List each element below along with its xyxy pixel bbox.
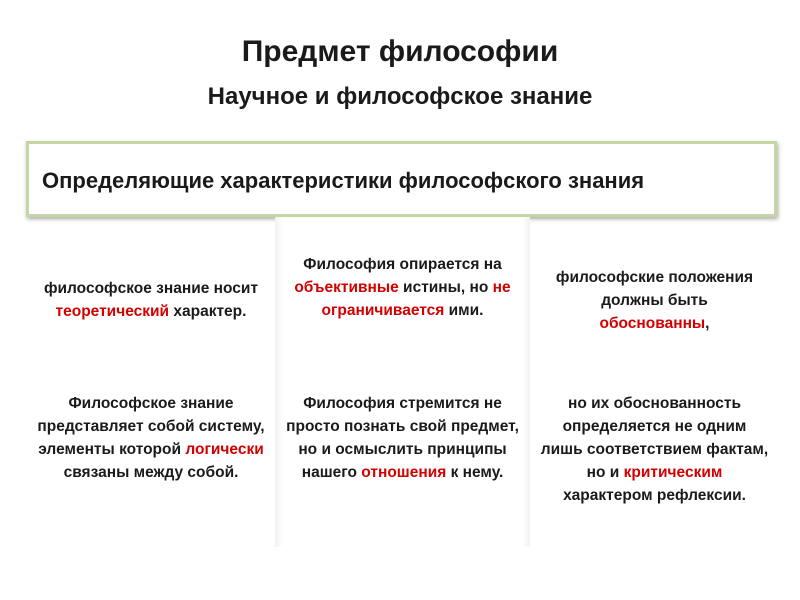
slide-subtitle: Научное и философское знание	[207, 83, 593, 110]
cell-text: Философия опирается на	[303, 255, 502, 273]
cell-text: характер.	[169, 303, 247, 320]
highlight-term: отношения	[361, 464, 447, 481]
characteristic-cell-r1c3	[530, 217, 779, 363]
cell-text: философские положения должны быть	[555, 268, 754, 309]
highlight-term: критическим	[623, 464, 723, 481]
highlight-term: не ограничивается	[321, 278, 511, 319]
characteristic-cell-r2c3	[530, 363, 779, 547]
cell-text: Философское знание представляет собой систему, элементы которой	[37, 395, 265, 458]
cell-text: связаны между собой.	[63, 464, 239, 481]
highlight-term: логически	[185, 441, 264, 458]
characteristic-cell-r2c2	[275, 363, 530, 547]
cell-text: истины, но	[398, 278, 493, 296]
cell-text: но их обоснованность определяется не одним лишь соответствием фактам, но и	[540, 395, 769, 481]
cell-text: Философия стремится не просто познать свой предмет, но и осмыслить принципы нашего	[286, 395, 519, 481]
cell-text: ими.	[444, 301, 484, 319]
cell-text: философское знание носит	[43, 280, 259, 297]
definition-box-text: Определяющие характеристики философского знания	[42, 168, 645, 193]
characteristics-grid	[27, 217, 779, 547]
definition-box	[26, 141, 777, 217]
highlight-term: обоснованны	[599, 314, 706, 332]
highlight-term: теоретический	[55, 303, 170, 320]
cell-text: характером рефлексии.	[563, 487, 746, 504]
characteristic-cell-r2c1	[27, 363, 275, 547]
cell-text: к нему.	[446, 464, 504, 481]
characteristic-cell-r1c1	[27, 217, 275, 363]
slide-title: Предмет философии	[241, 35, 559, 68]
cell-text: ,	[705, 314, 710, 332]
characteristic-cell-r1c2	[275, 217, 530, 363]
highlight-term: объективные	[294, 278, 399, 296]
